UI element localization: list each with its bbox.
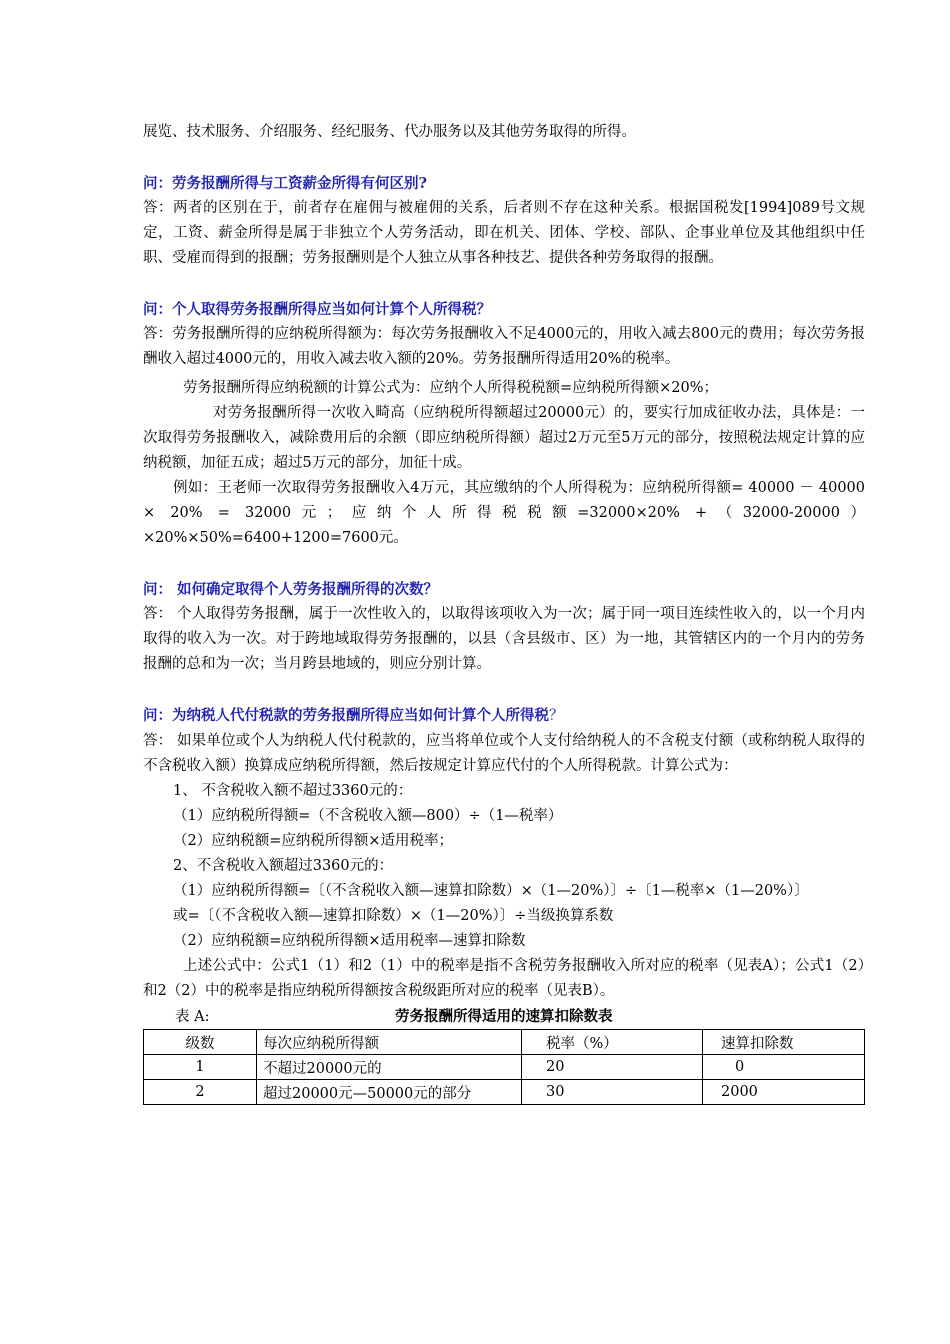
table-label: 表 A: [175,1009,210,1025]
table-cell: 0 [703,1055,865,1080]
formula-paragraph: 劳务报酬所得应纳税额的计算公式为：应纳个人所得税税额=应纳税所得额×20%； [183,380,719,396]
document-page [143,120,865,1105]
question-2: 问：个人取得劳务报酬所得应当如何计算个人所得税？ [143,301,491,318]
formula-2a: （1）应纳税所得额=〔（不含税收入额—速算扣除数）×（1—20%）〕÷〔1—税率×（1—20%）〕 [173,883,809,899]
table-cell: 1 [144,1055,257,1080]
formula-1a: （1）应纳税所得额=（不含税收入额—800）÷（1—税率） [173,808,563,824]
question-1: 问：劳务报酬所得与工资薪金所得有何区别? [143,175,427,192]
table-title: 劳务报酬所得适用的速算扣除数表 [395,1008,613,1025]
table-row [144,1080,865,1105]
table-header-row [144,1030,865,1055]
deduction-table [143,1029,865,1105]
intro-paragraph: 展览、技术服务、介绍服务、经纪服务、代办服务以及其他劳务取得的所得。 [143,124,636,140]
answer-2: 答：劳务报酬所得的应纳税所得额为：每次劳务报酬收入不足4000元的，用收入减去800元的费用；每次劳务报酬收入超过4000元的，用收入减去收入额的20%。劳务报酬所得适用20%的税率。 [143,326,865,367]
question-4-text: 问：为纳税人代付税款的劳务报酬所得应当如何计算个人所得税 [143,707,549,724]
table-cell: 2000 [703,1080,865,1105]
question-4-mark: ？ [549,708,564,724]
formula-2a-alt: 或=〔（不含税收入额—速算扣除数）×（1—20%）〕÷当级换算系数 [173,908,614,924]
table-header-cell: 速算扣除数 [703,1030,865,1055]
question-3: 问： 如何确定取得个人劳务报酬所得的次数？ [143,581,439,598]
example-paragraph: 例如：王老师一次取得劳务报酬收入4万元，其应缴纳的个人所得税为：应纳税所得额= 40000 － 40000 × 20% = 32000元；应纳个人所得税税额=32000×20% +（32000-20000）×20%×50%=6400+1200=7600元。 [143,480,865,546]
formula-1b: （2）应纳税额=应纳税所得额×适用税率； [173,833,454,849]
table-header-cell: 级数 [144,1030,257,1055]
table-header-cell: 每次应纳税所得额 [257,1030,522,1055]
table-header-cell: 税率（%） [522,1030,703,1055]
answer-4: 答： 如果单位或个人为纳税人代付税款的，应当将单位或个人支付给纳税人的不含税支付额（或称纳税人取得的不含税收入额）换算成应纳税所得额，然后按规定计算应代付的个人所得税款。计算公式为： [143,733,865,774]
table-cell: 2 [144,1080,257,1105]
formula-1-heading: 1、 不含税收入额不超过3360元的： [173,783,413,799]
answer-1: 答：两者的区别在于，前者存在雇佣与被雇佣的关系，后者则不存在这种关系。根据国税发[1994]089号文规定，工资、薪金所得是属于非独立个人劳务活动，即在机关、团体、学校、部队、企事业单位及其他组织中任职、受雇而得到的报酬；劳务报酬则是个人独立从事各种技艺、提供各种劳务取得的报酬。 [143,200,865,266]
table-cell: 30 [522,1080,703,1105]
table-cell: 超过20000元—50000元的部分 [257,1080,522,1105]
table-caption [143,1005,865,1029]
formula-2b: （2）应纳税额=应纳税所得额×适用税率—速算扣除数 [173,933,526,949]
formula-2-heading: 2、不含税收入额超过3360元的： [173,858,394,874]
surcharge-paragraph: 对劳务报酬所得一次收入畸高（应纳税所得额超过20000元）的，要实行加成征收办法，具体是：一次取得劳务报酬收入，减除费用后的余额（即应纳税所得额）超过2万元至5万元的部分，按照税法规定计算的应纳税额，加征五成；超过5万元的部分，加征十成。 [143,405,865,471]
question-4 [143,703,865,729]
formula-note: 上述公式中：公式1（1）和2（1）中的税率是指不含税劳务报酬收入所对应的税率（见表A）；公式1（2）和2（2）中的税率是指应纳税所得额按含税级距所对应的税率（见表B）。 [143,958,865,999]
table-cell: 不超过20000元的 [257,1055,522,1080]
answer-3: 答： 个人取得劳务报酬，属于一次性收入的，以取得该项收入为一次；属于同一项目连续性收入的，以一个月内取得的收入为一次。对于跨地域取得劳务报酬的，以县（含县级市、区）为一地，其管辖区内的一个月内的劳务报酬的总和为一次；当月跨县地域的，则应分别计算。 [143,606,865,672]
table-row [144,1055,865,1080]
table-cell: 20 [522,1055,703,1080]
